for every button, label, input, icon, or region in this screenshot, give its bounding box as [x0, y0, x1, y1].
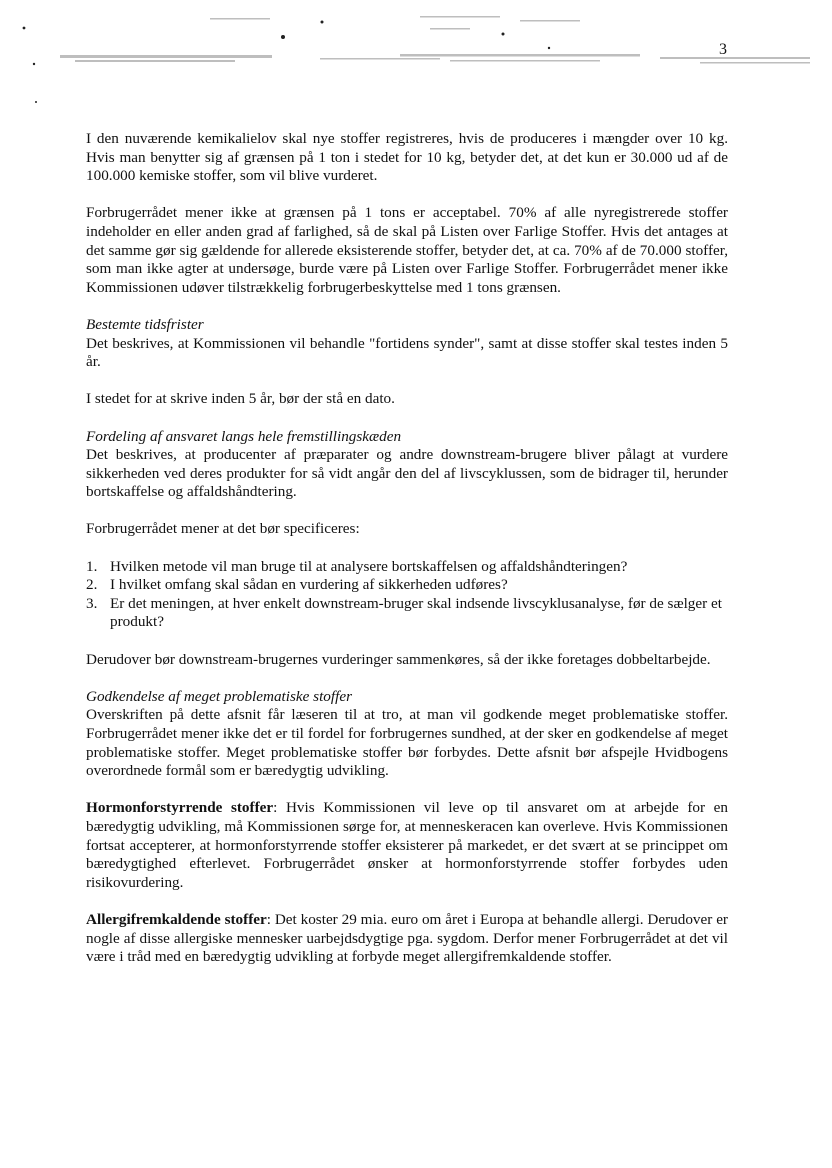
- text-allergy: : Det koster 29 mia. euro om året i Europa at behandle allergi. Derudover er nogle af disse allergiske mennesker uarbejdsdygtige pga. sygdom. Derfor mener Forbrugerrådet at det vil være i tråd med en bæredygtig udvikling at forbyde meget allergifremkaldende stoffer.: [86, 910, 728, 966]
- list-item-number: 2.: [86, 576, 98, 594]
- paragraph-date: I stedet for at skrive inden 5 år, bør der stå en dato.: [86, 390, 395, 408]
- list-item-text: Er det meningen, at hver enkelt downstream-bruger skal indsende livscyklusanalyse, før de sælger et produkt?: [110, 594, 722, 631]
- document-body: [86, 130, 728, 967]
- list-item-text: Hvilken metode vil man bruge til at analysere bortskaffelsen og affaldshåndteringen?: [110, 557, 628, 575]
- question-list: [86, 558, 728, 632]
- heading-responsibility: Fordeling af ansvaret langs hele fremstillingskæden: [86, 427, 402, 445]
- paragraph-downstream: Derudover bør downstream-brugernes vurderinger sammenkøres, så der ikke foretages dobbeltarbejde.: [86, 650, 711, 668]
- list-item-number: 3.: [86, 594, 98, 612]
- paragraph-hormone: [86, 799, 728, 892]
- lead-hormone: Hormonforstyrrende stoffer: [86, 799, 274, 817]
- paragraph-specify: Forbrugerrådet mener at det bør specificeres:: [86, 520, 360, 538]
- paragraph-registration: I den nuværende kemikalielov skal nye stoffer registreres, hvis de produceres i mængder over 10 kg. Hvis man benytter sig af grænsen på 1 ton i stedet for 10 kg, betyder det, at det kun er 30.000 ud af de 100.000 kemiske stoffer, som vil blive vurderet.: [86, 130, 728, 185]
- list-item: [86, 595, 728, 632]
- paragraph-allergy: [86, 911, 728, 967]
- page-number: 3: [719, 41, 727, 58]
- paragraph-ton-threshold: Forbrugerrådet mener ikke at grænsen på 1 tons er acceptabel. 70% af alle nyregistrerede stoffer indeholder en eller anden grad af farlighed, så de skal på Listen over Farlige Stoffer. Hvis det antages at det samme gør sig gældende for allerede eksisterende stoffer, betyder det, at ca. 70% af de 70.000 stoffer, som man ikke agter at undersøge, burde være på Listen over Farlige Stoffer. Forbrugerrådet mener ikke Kommissionen udøver tilstrækkelig forbrugerbeskyttelse med 1 tons grænsen.: [86, 204, 728, 296]
- lead-allergy: Allergifremkaldende stoffer: [86, 910, 267, 928]
- paragraph-responsibility: Det beskrives, at producenter af præparater og andre downstream-brugere bliver pålagt at vurdere sikkerheden ved deres produkter for så vidt angår den del af livscyklussen, som de bidrager til, herunder bortskaffelse og affaldshåndtering.: [86, 446, 728, 501]
- scan-header-noise: [0, 0, 832, 110]
- heading-deadlines: Bestemte tidsfrister: [86, 315, 204, 333]
- heading-approval: Godkendelse af meget problematiske stoffer: [86, 687, 352, 705]
- list-item: [86, 558, 728, 577]
- text-hormone: : Hvis Kommissionen vil leve op til ansvaret om at arbejde for en bæredygtig udvikling, må Kommissionen sørge for, at menneskeracen kan overleve. Hvis Kommissionen fortsat accepterer, at hormonforstyrrende stoffer eksisterer på markedet, er det svært at se princippet om bæredygtighed efterlevet. Forbrugerrådet ønsker at hormonforstyrrende stoffer forbydes uden risikovurdering.: [86, 799, 728, 891]
- list-item-number: 1.: [86, 557, 98, 575]
- list-item-text: I hvilket omfang skal sådan en vurdering af sikkerheden udføres?: [110, 576, 508, 594]
- list-item: [86, 576, 728, 595]
- paragraph-approval: Overskriften på dette afsnit får læseren til at tro, at man vil godkende meget problematiske stoffer. Forbrugerrådet mener ikke det er til fordel for forbrugernes sundhed, at der sker en godkendelse af meget problematiske stoffer. Meget problematiske stoffer bør forbydes. Dette afsnit bør afspejle Hvidbogens overordnede formål som er bæredygtig udvikling.: [86, 706, 728, 780]
- paragraph-deadlines: Det beskrives, at Kommissionen vil behandle "fortidens synder", samt at disse stoffer skal testes inden 5 år.: [86, 334, 728, 371]
